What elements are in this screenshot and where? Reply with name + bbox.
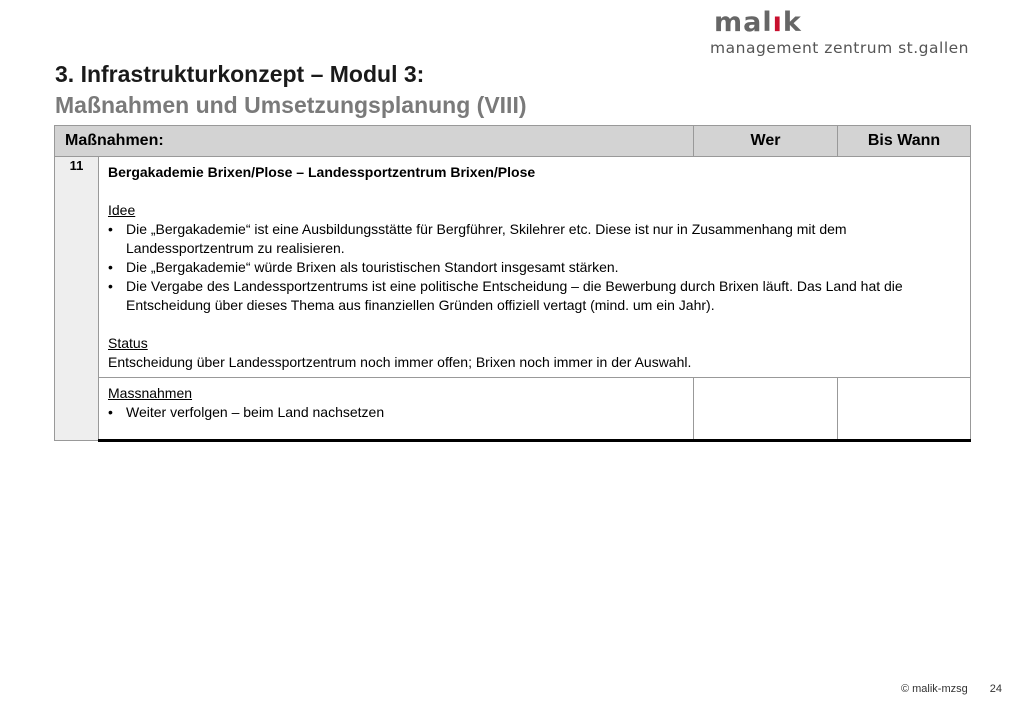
logo-subtitle: management zentrum st.gallen	[710, 39, 969, 57]
massnahmen-cell	[99, 378, 694, 441]
bullet-icon: •	[108, 404, 113, 420]
wer-cell	[694, 378, 838, 441]
list-item: • Die „Bergakademie“ ist eine Ausbildungsstätte für Bergführer, Skilehrer etc. Diese ist nur in Zusammenhang mit dem Landessportzentrum zu realisieren.	[108, 221, 847, 256]
logo-red-bar-icon: ı	[772, 7, 783, 38]
company-logo	[710, 8, 969, 58]
description-cell	[99, 157, 971, 378]
bullet-icon: •	[108, 278, 113, 294]
slide-subtitle: Maßnahmen und Umsetzungsplanung (VIII)	[55, 92, 527, 118]
table-row	[55, 157, 971, 378]
list-item: • Die „Bergakademie“ würde Brixen als touristischen Standort insgesamt stärken.	[108, 259, 619, 275]
idee-list	[108, 220, 961, 315]
header-massnahmen: Maßnahmen:	[55, 126, 694, 157]
status-text: Entscheidung über Landessportzentrum noch immer offen; Brixen noch immer in der Auswahl.	[108, 354, 692, 370]
copyright-text: © malik-mzsg	[900, 683, 968, 695]
logo-word-part2: k	[782, 7, 802, 38]
table-row	[55, 378, 971, 441]
header-bis-wann: Bis Wann	[838, 126, 971, 157]
logo-wordmark	[714, 8, 969, 38]
massnahmen-heading: Massnahmen	[108, 385, 193, 401]
page-number: 24	[989, 683, 1002, 695]
idee-heading: Idee	[108, 202, 136, 218]
logo-word-part1: mal	[714, 7, 773, 38]
list-item: • Die Vergabe des Landessportzentrums ist eine politische Entscheidung – die Bewerbung durch Brixen läuft. Das Land hat die Entscheidung über dieses Thema aus finanziellen Gründen offiziell vertagt (mind. um ein Jahr).	[108, 278, 903, 313]
bis-wann-cell	[838, 378, 971, 441]
footer	[901, 683, 1002, 695]
massnahmen-list	[108, 403, 684, 422]
project-title: Bergakademie Brixen/Plose – Landessportzentrum Brixen/Plose	[108, 164, 536, 180]
bullet-icon: •	[108, 221, 113, 237]
slide-title: 3. Infrastrukturkonzept – Modul 3:	[55, 61, 425, 87]
row-number: 11	[55, 157, 99, 441]
header-wer: Wer	[694, 126, 838, 157]
table-header-row	[55, 126, 971, 157]
list-item: • Weiter verfolgen – beim Land nachsetzen	[108, 404, 385, 420]
measures-table	[54, 125, 971, 442]
status-heading: Status	[108, 335, 148, 351]
bullet-icon: •	[108, 259, 113, 275]
